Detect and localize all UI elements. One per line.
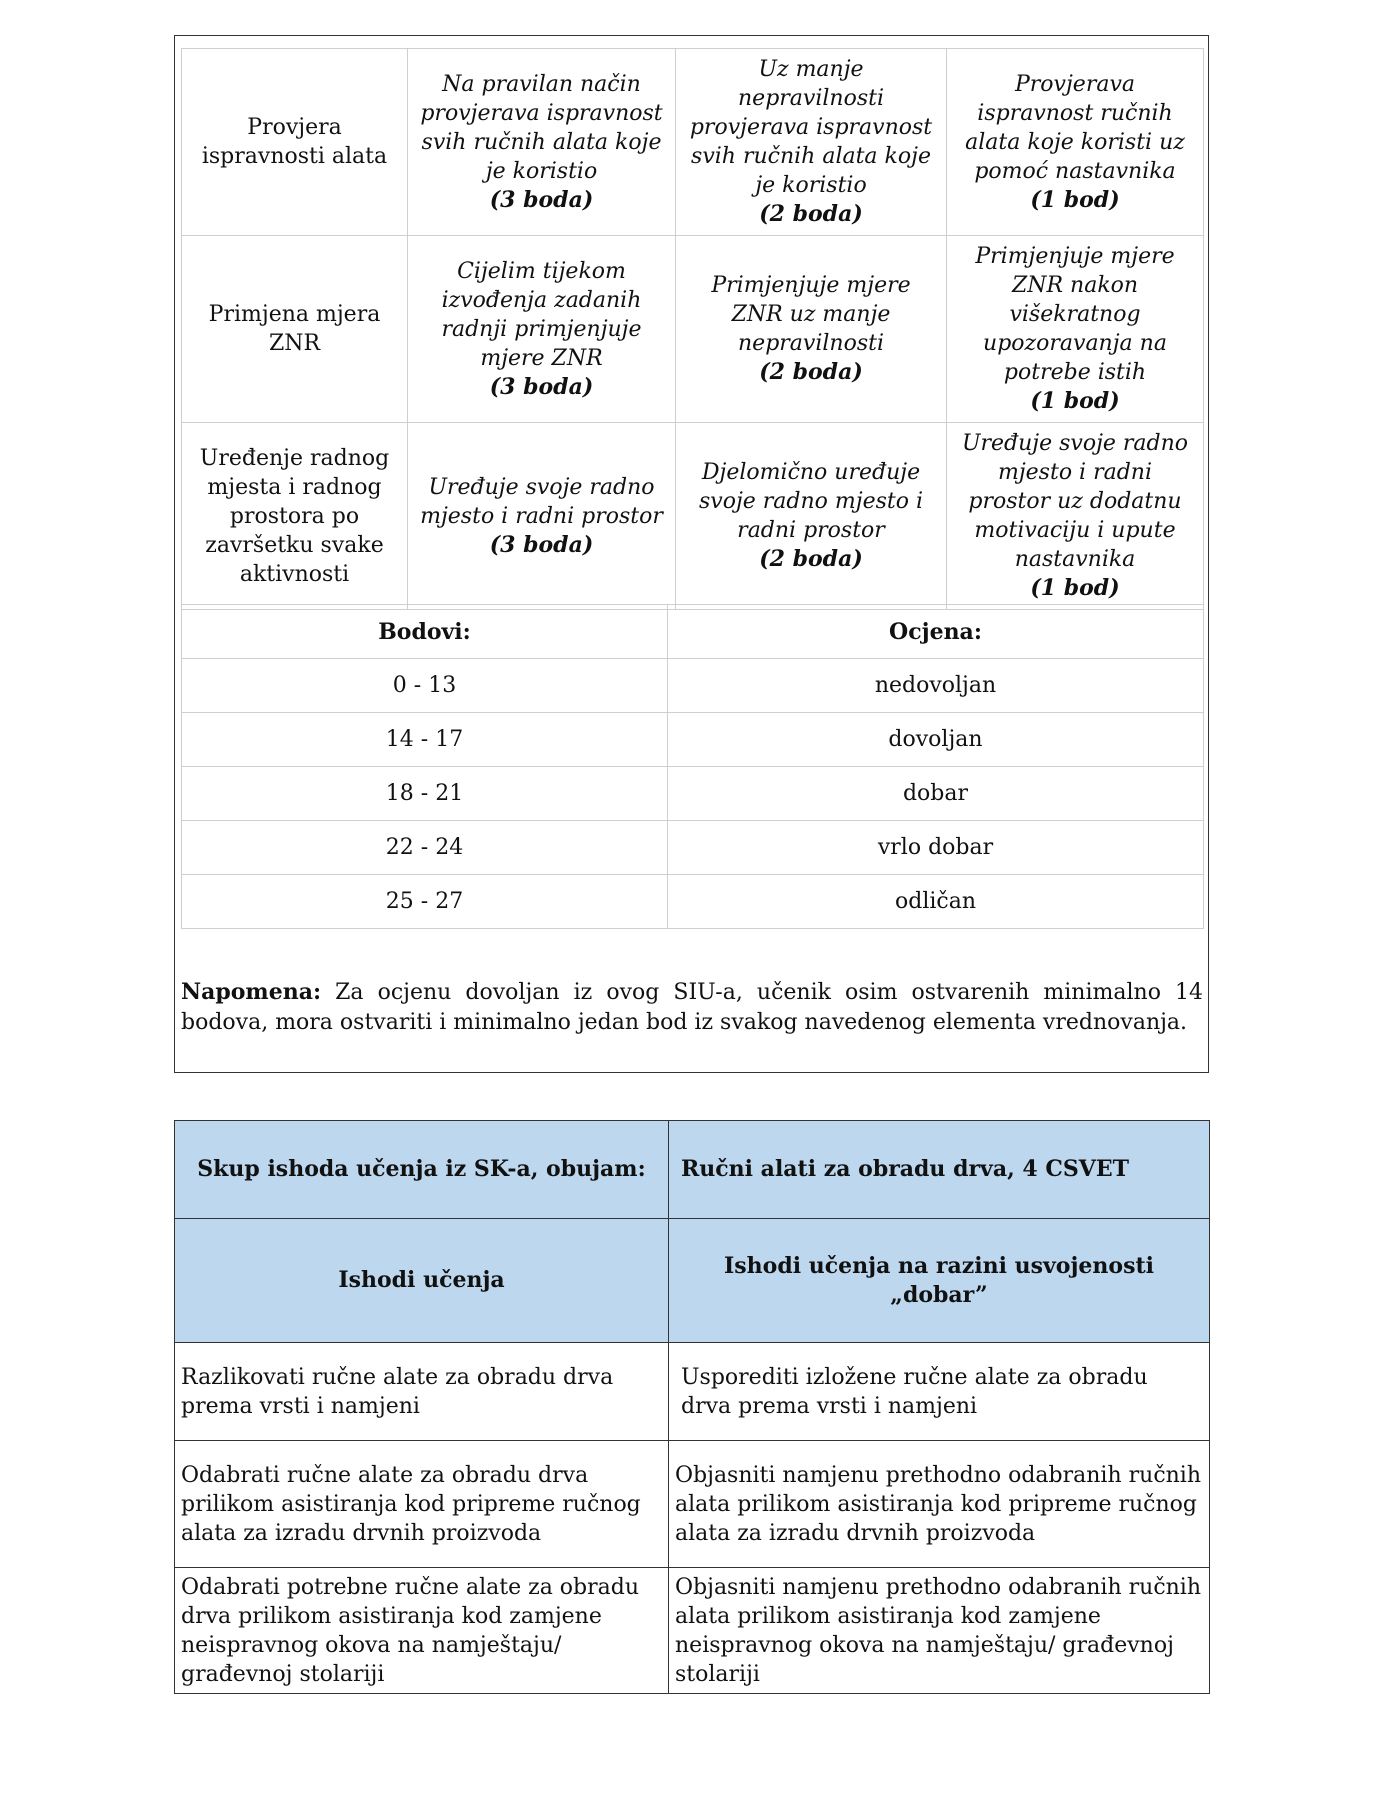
criteria-level-2: Djelomično uređuje svoje radno mjesto i radni prostor (2 boda) — [676, 423, 947, 610]
points-label: (2 boda) — [759, 546, 863, 572]
outcomes-good-col-header: Ishodi učenja na razini usvojenosti „dobar” — [669, 1219, 1210, 1343]
table-row — [182, 875, 1204, 929]
outcome-cell: Odabrati potrebne ručne alate za obradu drva prilikom asistiranja kod zamjene neispravnog okova na namještaju/ građevnoj stolariji — [175, 1568, 669, 1694]
points-range: 14 - 17 — [182, 713, 668, 767]
outcome-good-cell: Objasniti namjenu prethodno odabranih ručnih alata prilikom asistiranja kod pripreme ručnog alata za izradu drvnih proizvoda — [669, 1441, 1210, 1568]
note-label: Napomena: — [181, 979, 322, 1005]
criteria-element: Uređenje radnog mjesta i radnog prostora po završetku svake aktivnosti — [182, 423, 408, 610]
outcome-set-value: Ručni alati za obradu drva, 4 CSVET — [669, 1121, 1210, 1219]
criteria-element: Primjena mjera ZNR — [182, 236, 408, 423]
table-row — [182, 767, 1204, 821]
criteria-level-2: Uz manje nepravilnosti provjerava ispravnost svih ručnih alata koje je koristio (2 boda) — [676, 49, 947, 236]
outcome-good-cell: Objasniti namjenu prethodno odabranih ručnih alata prilikom asistiranja kod zamjene neispravnog okova na namještaju/ građevnoj stolariji — [669, 1568, 1210, 1694]
table-row — [182, 659, 1204, 713]
grade-name: vrlo dobar — [668, 821, 1204, 875]
outcome-set-row — [175, 1121, 1210, 1219]
grade-name: dovoljan — [668, 713, 1204, 767]
grading-header-row — [182, 605, 1204, 659]
criteria-level-3: Na pravilan način provjerava ispravnost svih ručnih alata koje je koristio (3 boda) — [408, 49, 676, 236]
criteria-element: Provjera ispravnosti alata — [182, 49, 408, 236]
criteria-level-3: Uređuje svoje radno mjesto i radni prostor (3 boda) — [408, 423, 676, 610]
criteria-level-2: Primjenjuje mjere ZNR uz manje nepravilnosti (2 boda) — [676, 236, 947, 423]
points-range: 25 - 27 — [182, 875, 668, 929]
points-label: (3 boda) — [489, 373, 594, 400]
table-row — [175, 1441, 1210, 1568]
table-row — [175, 1343, 1210, 1441]
outcomes-col-header: Ishodi učenja — [175, 1219, 669, 1343]
points-label: (1 bod) — [1030, 186, 1120, 213]
points-header: Bodovi: — [182, 605, 668, 659]
points-label: (2 boda) — [759, 201, 863, 227]
table-row — [175, 1568, 1210, 1694]
table-row — [182, 821, 1204, 875]
criteria-row — [182, 49, 1204, 236]
points-range: 18 - 21 — [182, 767, 668, 821]
criteria-level-1: Uređuje svoje radno mjesto i radni prostor uz dodatnu motivaciju i upute nastavnika (1 bod) — [947, 423, 1204, 610]
grading-table — [181, 604, 1204, 929]
criteria-row — [182, 423, 1204, 610]
outcome-header-row — [175, 1219, 1210, 1343]
points-label: (3 boda) — [489, 186, 594, 213]
note-text: Za ocjenu dovoljan iz ovog SIU-a, učenik osim ostvarenih minimalno 14 bodova, mora ostvariti i minimalno jedan bod iz svakog navedenog elementa vrednovanja. — [181, 980, 1203, 1035]
criteria-level-1: Primjenjuje mjere ZNR nakon višekratnog upozoravanja na potrebe istih (1 bod) — [947, 236, 1204, 423]
criteria-table — [181, 48, 1204, 610]
grade-name: dobar — [668, 767, 1204, 821]
points-range: 22 - 24 — [182, 821, 668, 875]
note-paragraph — [181, 977, 1203, 1038]
points-label: (1 bod) — [1030, 388, 1120, 414]
points-label: (1 bod) — [1030, 575, 1120, 601]
criteria-level-3: Cijelim tijekom izvođenja zadanih radnji primjenjuje mjere ZNR (3 boda) — [408, 236, 676, 423]
criteria-level-1: Provjerava ispravnost ručnih alata koje koristi uz pomoć nastavnika (1 bod) — [947, 49, 1204, 236]
learning-outcomes-table — [174, 1120, 1210, 1694]
grade-name: nedovoljan — [668, 659, 1204, 713]
criteria-row — [182, 236, 1204, 423]
outcome-cell: Odabrati ručne alate za obradu drva prilikom asistiranja kod pripreme ručnog alata za izradu drvnih proizvoda — [175, 1441, 669, 1568]
points-label: (2 boda) — [759, 359, 863, 385]
points-range: 0 - 13 — [182, 659, 668, 713]
outcome-cell: Razlikovati ručne alate za obradu drva prema vrsti i namjeni — [175, 1343, 669, 1441]
outcome-good-cell: Usporediti izložene ručne alate za obradu drva prema vrsti i namjeni — [669, 1343, 1210, 1441]
grade-name: odličan — [668, 875, 1204, 929]
table-row — [182, 713, 1204, 767]
points-label: (3 boda) — [489, 531, 594, 558]
outcome-set-label: Skup ishoda učenja iz SK-a, obujam: — [175, 1121, 669, 1219]
grade-header: Ocjena: — [668, 605, 1204, 659]
